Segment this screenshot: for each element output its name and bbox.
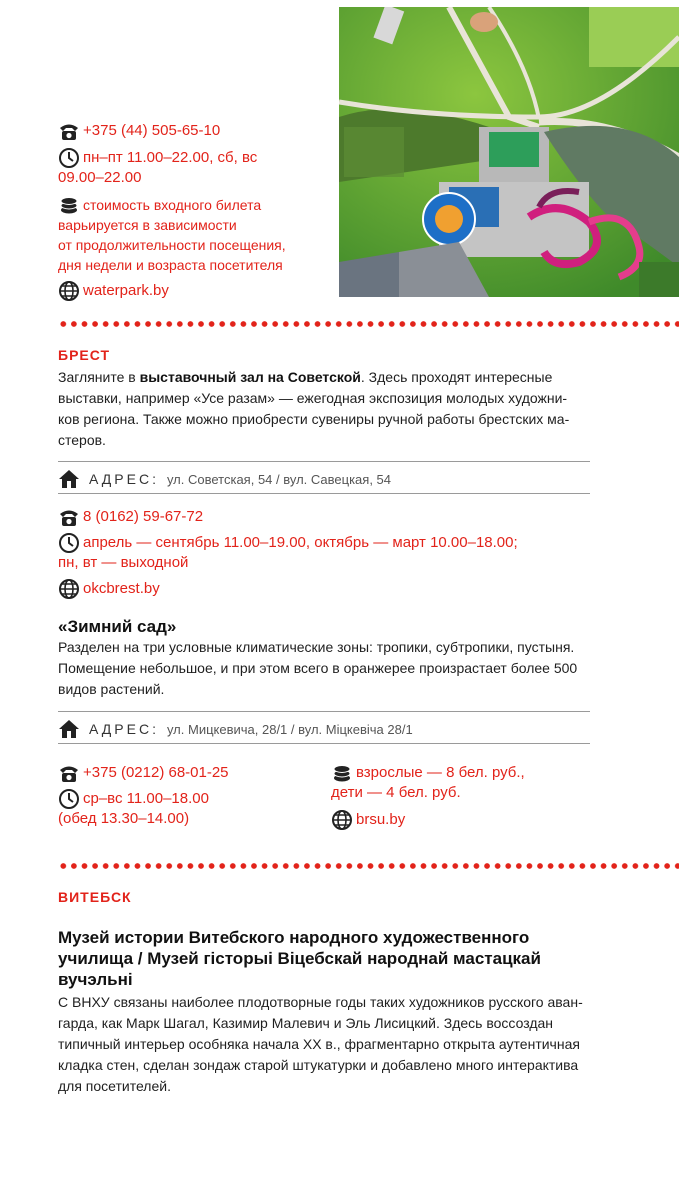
garden-description: Разделен на три условные климатические зоны: тропики, субтропики, пустыня. Помещение небольшое, и при этом всего в оранжерее произрастает более 500 видов растений.	[58, 639, 578, 697]
waterpark-hours-row	[58, 148, 338, 188]
garden-hours-row	[58, 789, 328, 829]
clock-icon	[58, 532, 80, 554]
waterpark-website-row	[58, 281, 338, 302]
garden-hours: ср–вс 11.00–18.00 (обед 13.30–14.00)	[58, 790, 209, 827]
dotted-divider	[58, 320, 679, 328]
address-label: АДРЕС:	[89, 721, 159, 737]
waterpark-hours: пн–пт 11.00–22.00, сб, вс 09.00–22.00	[58, 149, 258, 186]
clock-icon	[58, 147, 80, 169]
address-rule-bottom	[58, 493, 590, 494]
brest-contacts	[58, 507, 618, 600]
vitebsk-description: С ВНХУ связаны наиболее плодотворные годы таких художников русского аван- гарда, как Марк Шагал, Казимир Малевич и Эль Лисицкий. Здесь воссоздан типичный интерьер особняка начала XX в., фрагментарно открыта аутентичная кладка стен, сделан зондаж старой штукатурки и добавлено много интерактива для посетителей.	[58, 994, 583, 1094]
address-rule-bottom	[58, 743, 590, 744]
waterpark-contacts	[58, 121, 338, 302]
garden-address-row	[58, 717, 413, 741]
globe-icon	[58, 280, 80, 302]
brest-hours: апрель — сентябрь 11.00–19.00, октябрь — март 10.00–18.00; пн, вт — выходной	[58, 534, 518, 571]
globe-icon	[331, 809, 353, 831]
garden-contacts-right	[331, 763, 591, 831]
house-icon	[58, 468, 80, 490]
brest-address-row	[58, 467, 391, 491]
garden-price-row	[331, 763, 591, 803]
vitebsk-museum-title: Музей истории Витебского народного художественного училища / Музей гісторыі Віцебскай народнай мастацкай вучэльні	[58, 928, 541, 989]
garden-website-link[interactable]: brsu.by	[356, 811, 406, 828]
brest-description: Загляните в выставочный зал на Советской. Здесь проходят интересные выставки, например «Усе разам» — ежегодная экспозиция молодых художни- ков региона. Также можно приобрести сувениры ручной работы брестских ма- стеров.	[58, 369, 570, 448]
clock-icon	[58, 788, 80, 810]
waterpark-aerial-photo	[339, 7, 679, 297]
phone-icon	[58, 120, 80, 142]
house-icon	[58, 718, 80, 740]
garden-website-row	[331, 810, 591, 831]
phone-icon	[58, 506, 80, 528]
garden-phone[interactable]: +375 (0212) 68-01-25	[83, 764, 229, 781]
waterpark-phone[interactable]: +375 (44) 505-65-10	[83, 122, 221, 139]
brest-phone[interactable]: 8 (0162) 59-67-72	[83, 508, 204, 525]
garden-phone-row	[58, 763, 328, 789]
brest-website-row	[58, 579, 618, 600]
garden-address: ул. Мицкевича, 28/1 / вул. Міцкевіча 28/1	[166, 721, 413, 737]
waterpark-price: стоимость входного билета варьируется в зависимости от продолжительности посещения, дня недели и возраста посетителя	[58, 197, 286, 273]
brest-phone-row	[58, 507, 618, 533]
waterpark-price-row	[58, 195, 338, 275]
garden-price: взрослые — 8 бел. руб., дети — 4 бел. руб.	[331, 764, 525, 801]
coins-icon	[331, 762, 353, 784]
address-rule-top	[58, 461, 590, 462]
garden-title: «Зимний сад»	[58, 617, 177, 636]
brest-website-link[interactable]: okcbrest.by	[83, 580, 160, 597]
city-heading-brest: БРЕСТ	[58, 347, 111, 363]
address-rule-top	[58, 711, 590, 712]
city-heading-vitebsk: ВИТЕБСК	[58, 889, 132, 905]
globe-icon	[58, 578, 80, 600]
waterpark-website-link[interactable]: waterpark.by	[83, 282, 169, 299]
waterpark-phone-row	[58, 121, 338, 148]
address-label: АДРЕС:	[89, 471, 159, 487]
brest-hours-row	[58, 533, 618, 573]
coins-icon	[58, 194, 80, 216]
brest-address: ул. Советская, 54 / вул. Савецкая, 54	[166, 471, 392, 487]
garden-contacts-left	[58, 763, 328, 829]
dotted-divider	[58, 862, 679, 870]
phone-icon	[58, 762, 80, 784]
